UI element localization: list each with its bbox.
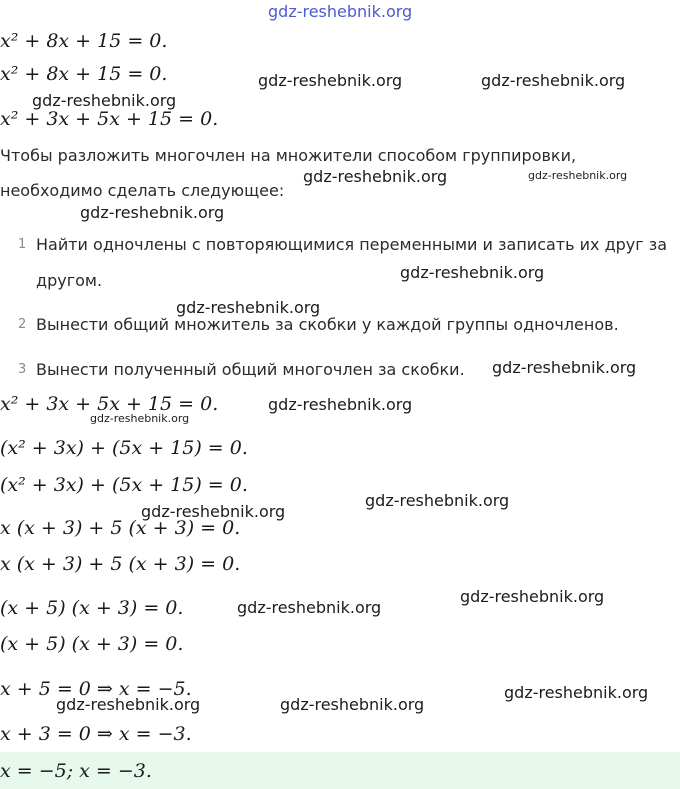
watermark: gdz-reshebnik.org bbox=[258, 71, 403, 90]
watermark: gdz-reshebnik.org bbox=[80, 203, 225, 222]
watermark: gdz-reshebnik.org bbox=[460, 587, 605, 606]
watermark: gdz-reshebnik.org bbox=[365, 491, 510, 510]
equation-4: x² + 3x + 5x + 15 = 0. bbox=[0, 393, 219, 415]
watermark: gdz-reshebnik.org bbox=[56, 695, 201, 714]
watermark: gdz-reshebnik.org bbox=[492, 358, 637, 377]
watermark: gdz-reshebnik.org bbox=[237, 598, 382, 617]
equation-7: x (x + 3) + 5 (x + 3) = 0. bbox=[0, 517, 241, 539]
watermark: gdz-reshebnik.org bbox=[280, 695, 425, 714]
step-2-line-1: Вынести общий множитель за скобки у каждой группы одночленов. bbox=[36, 315, 619, 334]
equation-5: (x² + 3x) + (5x + 15) = 0. bbox=[0, 437, 248, 459]
watermark: gdz-reshebnik.org bbox=[303, 167, 448, 186]
watermark: gdz-reshebnik.org bbox=[268, 395, 413, 414]
equation-11: x + 5 = 0 ⇒ x = −5. bbox=[0, 678, 192, 700]
intro-line-2: необходимо сделать следующее: bbox=[0, 181, 285, 200]
step-3-line-1: Вынести полученный общий многочлен за скобки. bbox=[36, 360, 465, 379]
step-2-number: 2 bbox=[18, 317, 27, 332]
watermark: gdz-reshebnik.org bbox=[481, 71, 626, 90]
watermark: gdz-reshebnik.org bbox=[528, 169, 628, 182]
watermark: gdz-reshebnik.org bbox=[32, 91, 177, 110]
equation-1: x² + 8x + 15 = 0. bbox=[0, 30, 168, 52]
step-1-number: 1 bbox=[18, 237, 27, 252]
equation-2: x² + 8x + 15 = 0. bbox=[0, 63, 168, 85]
watermark: gdz-reshebnik.org bbox=[504, 683, 649, 702]
equation-9: (x + 5) (x + 3) = 0. bbox=[0, 597, 184, 619]
equation-10: (x + 5) (x + 3) = 0. bbox=[0, 633, 184, 655]
watermark: gdz-reshebnik.org bbox=[268, 2, 413, 21]
answer-equation: x = −5; x = −3. bbox=[0, 760, 152, 782]
intro-line-1: Чтобы разложить многочлен на множители способом группировки, bbox=[0, 146, 577, 165]
watermark: gdz-reshebnik.org bbox=[176, 298, 321, 317]
equation-8: x (x + 3) + 5 (x + 3) = 0. bbox=[0, 553, 241, 575]
equation-12: x + 3 = 0 ⇒ x = −3. bbox=[0, 723, 192, 745]
watermark: gdz-reshebnik.org bbox=[90, 412, 190, 425]
step-3-number: 3 bbox=[18, 362, 27, 377]
equation-3: x² + 3x + 5x + 15 = 0. bbox=[0, 108, 219, 130]
equation-6: (x² + 3x) + (5x + 15) = 0. bbox=[0, 474, 248, 496]
watermark: gdz-reshebnik.org bbox=[141, 502, 286, 521]
watermark: gdz-reshebnik.org bbox=[400, 263, 545, 282]
step-1-line-2: другом. bbox=[36, 271, 103, 290]
step-1-line-1: Найти одночлены с повторяющимися переменными и записать их друг за bbox=[36, 235, 668, 254]
